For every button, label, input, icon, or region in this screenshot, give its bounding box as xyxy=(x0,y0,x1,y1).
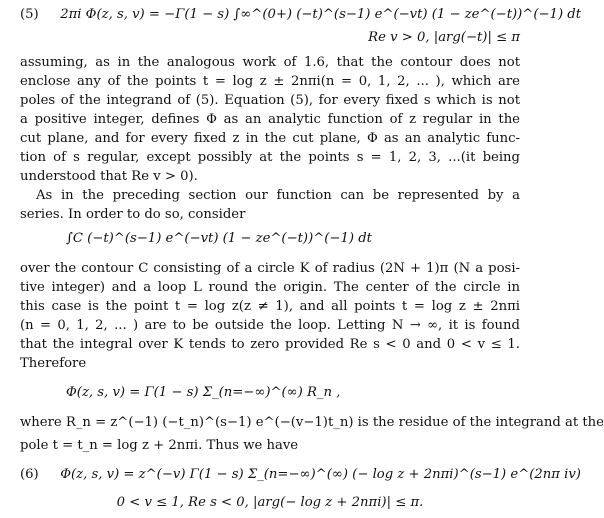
equation-6 xyxy=(20,466,581,483)
text-line: As in the preceding section our function can be represented by a xyxy=(36,188,520,203)
contour-integral: ∫C (−t)^(s−1) e^(−vt) (1 − ze^(−t))^(−1) dt xyxy=(66,231,372,246)
text-line: over the contour C consisting of a circle K of radius (2N + 1)π (N a posi- xyxy=(20,261,520,276)
text-line: a positive integer, defines Φ as an analytic function of z regular in the xyxy=(20,112,520,127)
text-line: understood that Re v > 0). xyxy=(20,169,198,184)
text-line: tion of s regular, except possibly at the points s = 1, 2, 3, ...(it being xyxy=(20,150,520,165)
equation-5-body: 2πi Φ(z, s, v) = −Γ(1 − s) ∫∞^(0+) (−t)^(s−1) e^(−vt) (1 − ze^(−t))^(−1) dt xyxy=(60,7,582,22)
text-line: series. In order to do so, consider xyxy=(20,207,246,222)
text-line: assuming, as in the analogous work of 1.6, that the contour does not xyxy=(20,55,520,70)
text-line: Therefore xyxy=(20,356,87,371)
text-line: poles of the integrand of (5). Equation (5), for every fixed s which is not xyxy=(20,93,520,108)
text-line: pole t = t_n = log z + 2nπi. Thus we have xyxy=(20,438,299,453)
equation-number: (5) xyxy=(20,7,39,22)
equation-number: (6) xyxy=(20,467,39,482)
equation-6-condition: 0 < v ≤ 1, Re s < 0, |arg(− log z + 2nπi)| ≤ π. xyxy=(116,495,424,510)
text-line: this case is the point t = log z(z ≠ 1), and all points t = log z ± 2nπi xyxy=(20,299,520,314)
text-line: enclose any of the points t = log z ± 2nπi(n = 0, 1, 2, ... ), which are xyxy=(20,74,520,89)
text-line: cut plane, and for every fixed z in the cut plane, Φ as an analytic func- xyxy=(20,131,520,146)
equation-6-body: Φ(z, s, v) = z^(−v) Γ(1 − s) Σ_(n=−∞)^(∞) (− log z + 2nπi)^(s−1) e^(2nπ iv) xyxy=(60,467,581,482)
equation-5-condition: Re v > 0, |arg(−t)| ≤ π xyxy=(368,30,520,45)
text-line: (n = 0, 1, 2, ... ) are to be outside the loop. Letting N → ∞, it is found xyxy=(20,318,520,333)
text-line: that the integral over K tends to zero provided Re s < 0 and 0 < v ≤ 1. xyxy=(20,337,520,352)
series-equation: Φ(z, s, v) = Γ(1 − s) Σ_(n=−∞)^(∞) R_n , xyxy=(66,385,341,400)
text-line: tive integer) and a loop L round the origin. The center of the circle in xyxy=(20,280,520,295)
text-line: where R_n = z^(−1) (−t_n)^(s−1) e^(−(v−1)t_n) is the residue of the integrand at the xyxy=(20,415,604,430)
equation-5 xyxy=(20,6,582,23)
